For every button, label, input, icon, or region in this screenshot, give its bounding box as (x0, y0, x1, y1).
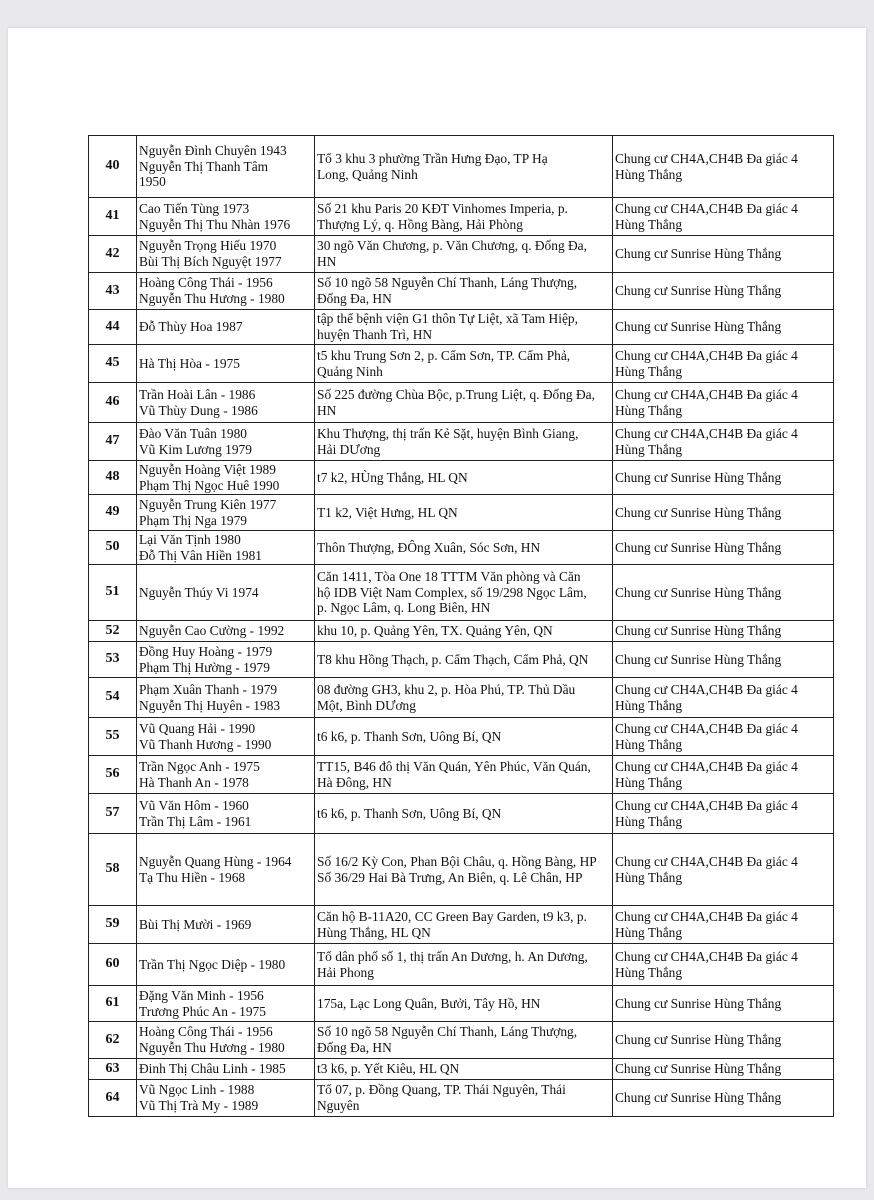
owner-names-cell (137, 461, 315, 495)
owner-names-cell (137, 310, 315, 345)
address-cell (315, 642, 613, 678)
owner-names-cell (137, 423, 315, 461)
owner-names-cell (137, 944, 315, 986)
row-number: 56 (89, 756, 137, 794)
project-line: Chung cư CH4A,CH4B Đa giác 4 (615, 853, 798, 869)
address-line: Đống Đa, HN (317, 291, 392, 306)
address-line: HN (317, 402, 337, 418)
owner-names-cell (137, 1022, 315, 1059)
owner-names-cell (137, 794, 315, 834)
owner-names-cell (137, 345, 315, 383)
project-line: Chung cư CH4A,CH4B Đa giác 4 (615, 948, 798, 964)
address-line: Hải DƯơng (317, 441, 381, 457)
project-line: Chung cư Sunrise Hùng Thắng (615, 469, 782, 485)
project-line: Chung cư CH4A,CH4B Đa giác 4 (615, 150, 798, 166)
address-cell (315, 986, 613, 1022)
project-cell (613, 678, 834, 718)
owner-names-cell (137, 495, 315, 531)
owner-names-line: Đỗ Thị Vân Hiền 1981 (139, 547, 262, 563)
owner-names-line: Nguyễn Thị Thu Nhàn 1976 (139, 216, 291, 232)
row-number: 62 (89, 1022, 137, 1059)
project-cell (613, 461, 834, 495)
row-number: 49 (89, 495, 137, 531)
address-cell (315, 383, 613, 423)
address-line: 30 ngõ Văn Chương, p. Văn Chương, q. Đống Đa, (317, 238, 587, 254)
project-line: Hùng Thắng (615, 166, 683, 182)
table-row (89, 642, 834, 678)
project-cell (613, 236, 834, 273)
table-row (89, 906, 834, 944)
row-number: 41 (89, 198, 137, 236)
project-line: Hùng Thắng (615, 813, 683, 829)
table-row (89, 310, 834, 345)
owner-names-line: Tạ Thu Hiền - 1968 (139, 869, 246, 885)
project-line: Hùng Thắng (615, 697, 683, 713)
row-number: 63 (89, 1059, 137, 1080)
address-line: Số 36/29 Hai Bà Trưng, An Biên, q. Lê Chân, HP (317, 869, 583, 885)
project-line: Chung cư CH4A,CH4B Đa giác 4 (615, 347, 798, 363)
address-cell (315, 1080, 613, 1117)
project-cell (613, 718, 834, 756)
table-row (89, 531, 834, 565)
address-line: 08 đường GH3, khu 2, p. Hòa Phú, TP. Thủ Dầu (317, 681, 576, 697)
project-line: Hùng Thắng (615, 402, 683, 418)
project-cell (613, 621, 834, 642)
project-cell (613, 565, 834, 621)
address-line: t3 k6, p. Yết Kiêu, HL QN (317, 1061, 460, 1077)
address-line: Long, Quảng Ninh (317, 166, 418, 182)
owner-names-cell (137, 834, 315, 906)
owner-names-line: Vũ Thùy Dung - 1986 (139, 402, 258, 418)
row-number: 47 (89, 423, 137, 461)
row-number: 58 (89, 834, 137, 906)
address-line: Thượng Lý, q. Hồng Bàng, Hải Phòng (317, 216, 523, 232)
address-line: Tổ dân phố số 1, thị trấn An Dương, h. An Dương, (317, 948, 588, 964)
row-number: 45 (89, 345, 137, 383)
address-line: Số 225 đường Chùa Bộc, p.Trung Liệt, q. Đống Đa, (317, 386, 595, 402)
address-line: Căn hộ B-11A20, CC Green Bay Garden, t9 k3, p. (317, 908, 587, 924)
row-number: 60 (89, 944, 137, 986)
owner-names-line: Trương Phúc An - 1975 (139, 1003, 266, 1019)
address-cell (315, 495, 613, 531)
project-cell (613, 383, 834, 423)
address-cell (315, 834, 613, 906)
owner-names-line: Nguyễn Hoàng Việt 1989 (139, 461, 276, 477)
owner-names-line: Nguyễn Trung Kiên 1977 (139, 496, 277, 512)
owner-names-cell (137, 198, 315, 236)
project-cell (613, 906, 834, 944)
owner-names-line: Hoàng Công Thái - 1956 (139, 1024, 273, 1040)
address-line: Quảng Ninh (317, 363, 383, 379)
address-line: Thôn Thượng, ĐÔng Xuân, Sóc Sơn, HN (317, 539, 541, 555)
address-line: t6 k6, p. Thanh Sơn, Uông Bí, QN (317, 805, 502, 821)
project-cell (613, 1080, 834, 1117)
project-cell (613, 944, 834, 986)
address-line: Hùng Thắng, HL QN (317, 924, 431, 940)
owner-names-line: Phạm Thị Ngọc Huê 1990 (139, 477, 280, 493)
row-number: 53 (89, 642, 137, 678)
address-cell (315, 1022, 613, 1059)
owner-names-cell (137, 756, 315, 794)
owner-names-cell (137, 565, 315, 621)
address-cell (315, 531, 613, 565)
owner-names-cell (137, 718, 315, 756)
row-number: 61 (89, 986, 137, 1022)
owner-names-cell (137, 1059, 315, 1080)
project-cell (613, 986, 834, 1022)
project-cell (613, 310, 834, 345)
table-row (89, 1080, 834, 1117)
owner-names-line: Đào Văn Tuân 1980 (139, 425, 248, 441)
row-number: 43 (89, 273, 137, 310)
project-line: Chung cư CH4A,CH4B Đa giác 4 (615, 908, 798, 924)
project-line: Chung cư Sunrise Hùng Thắng (615, 283, 782, 299)
project-line: Chung cư CH4A,CH4B Đa giác 4 (615, 200, 798, 216)
address-line: Tổ 3 khu 3 phường Trần Hưng Đạo, TP Hạ (317, 150, 548, 166)
owner-names-line: Lại Văn Tịnh 1980 (139, 531, 241, 547)
table-row (89, 495, 834, 531)
address-line: Số 16/2 Kỳ Con, Phan Bội Châu, q. Hồng Bàng, HP (317, 853, 597, 869)
table-row (89, 273, 834, 310)
table-row (89, 621, 834, 642)
row-number: 48 (89, 461, 137, 495)
address-line: t7 k2, HÙng Thắng, HL QN (317, 469, 468, 485)
project-line: Hùng Thắng (615, 924, 683, 940)
table-row (89, 794, 834, 834)
address-cell (315, 236, 613, 273)
address-line: TT15, B46 đô thị Văn Quán, Yên Phúc, Văn Quán, (317, 758, 591, 774)
owner-names-line: Nguyễn Thị Thanh Tâm (139, 158, 269, 174)
table-row (89, 718, 834, 756)
address-line: Số 10 ngõ 58 Nguyễn Chí Thanh, Láng Thượng, (317, 1024, 578, 1040)
table-row (89, 345, 834, 383)
row-number: 54 (89, 678, 137, 718)
row-number: 52 (89, 621, 137, 642)
address-cell (315, 136, 613, 198)
table-row (89, 423, 834, 461)
owner-names-cell (137, 136, 315, 198)
table-body (89, 136, 834, 1117)
project-line: Hùng Thắng (615, 964, 683, 980)
owner-names-line: Vũ Quang Hải - 1990 (139, 720, 256, 736)
owner-names-line: Nguyễn Thu Hương - 1980 (139, 291, 285, 306)
owner-names-line: Vũ Thị Trà My - 1989 (139, 1098, 259, 1113)
table-row (89, 236, 834, 273)
owner-names-line: Đỗ Thùy Hoa 1987 (139, 319, 243, 335)
project-cell (613, 345, 834, 383)
owner-names-line: Hoàng Công Thái - 1956 (139, 275, 273, 291)
address-cell (315, 565, 613, 621)
address-line: Số 10 ngõ 58 Nguyễn Chí Thanh, Láng Thượng, (317, 275, 578, 291)
address-line: T1 k2, Việt Hưng, HL QN (317, 504, 458, 520)
table-row (89, 986, 834, 1022)
project-line: Chung cư Sunrise Hùng Thắng (615, 319, 782, 335)
row-number: 44 (89, 310, 137, 345)
owner-names-cell (137, 642, 315, 678)
owner-names-line: Phạm Thị Hường - 1979 (139, 659, 270, 675)
address-cell (315, 461, 613, 495)
project-line: Chung cư Sunrise Hùng Thắng (615, 623, 782, 639)
address-cell (315, 944, 613, 986)
project-line: Chung cư CH4A,CH4B Đa giác 4 (615, 681, 798, 697)
project-cell (613, 423, 834, 461)
table-row (89, 1022, 834, 1059)
project-line: Chung cư Sunrise Hùng Thắng (615, 584, 782, 600)
project-line: Chung cư Sunrise Hùng Thắng (615, 1090, 782, 1106)
owner-names-line: Nguyễn Thu Hương - 1980 (139, 1040, 285, 1055)
address-cell (315, 423, 613, 461)
project-line: Chung cư CH4A,CH4B Đa giác 4 (615, 720, 798, 736)
owner-names-line: Nguyễn Thúy Vi 1974 (139, 584, 259, 600)
address-line: tập thể bệnh viện G1 thôn Tự Liệt, xã Tam Hiệp, (317, 311, 578, 327)
address-cell (315, 756, 613, 794)
table-row (89, 1059, 834, 1080)
address-cell (315, 906, 613, 944)
address-cell (315, 678, 613, 718)
owner-names-line: Trần Ngọc Anh - 1975 (139, 758, 260, 774)
project-line: Hùng Thắng (615, 774, 683, 790)
project-line: Chung cư Sunrise Hùng Thắng (615, 1061, 782, 1077)
owner-names-line: Trần Hoài Lân - 1986 (139, 386, 256, 402)
project-line: Chung cư Sunrise Hùng Thắng (615, 539, 782, 555)
table-row (89, 383, 834, 423)
address-line: t5 khu Trung Sơn 2, p. Cẩm Sơn, TP. Cẩm Phả, (317, 347, 571, 363)
owner-names-line: Cao Tiến Tùng 1973 (139, 200, 250, 216)
address-cell (315, 1059, 613, 1080)
owner-names-line: Vũ Ngọc Linh - 1988 (139, 1082, 255, 1098)
project-line: Chung cư Sunrise Hùng Thắng (615, 995, 782, 1011)
row-number: 57 (89, 794, 137, 834)
owner-names-line: Đinh Thị Châu Linh - 1985 (139, 1061, 286, 1077)
table-row (89, 565, 834, 621)
address-line: hộ IDB Việt Nam Complex, số 19/298 Ngọc Lâm, (317, 584, 587, 600)
address-line: Số 21 khu Paris 20 KĐT Vinhomes Imperia, p. (317, 200, 568, 216)
owner-names-cell (137, 531, 315, 565)
table-row (89, 136, 834, 198)
table-row (89, 944, 834, 986)
project-line: Chung cư Sunrise Hùng Thắng (615, 246, 782, 262)
address-line: T8 khu Hồng Thạch, p. Cẩm Thạch, Cẩm Phả, QN (317, 651, 589, 667)
owner-names-line: Phạm Xuân Thanh - 1979 (139, 681, 278, 697)
address-cell (315, 794, 613, 834)
row-number: 59 (89, 906, 137, 944)
owner-names-cell (137, 678, 315, 718)
address-line: Nguyên (317, 1098, 360, 1113)
row-number: 64 (89, 1080, 137, 1117)
project-cell (613, 495, 834, 531)
owner-names-line: Hà Thị Hòa - 1975 (139, 355, 240, 371)
table-row (89, 198, 834, 236)
table-row (89, 678, 834, 718)
owner-names-cell (137, 621, 315, 642)
address-line: Khu Thượng, thị trấn Kẻ Sặt, huyện Bình Giang, (317, 425, 579, 441)
project-line: Chung cư CH4A,CH4B Đa giác 4 (615, 386, 798, 402)
address-line: Đống Đa, HN (317, 1040, 392, 1055)
owner-names-line: Vũ Văn Hôm - 1960 (139, 797, 249, 813)
owner-names-line: 1950 (139, 174, 166, 190)
project-line: Chung cư CH4A,CH4B Đa giác 4 (615, 425, 798, 441)
table-row (89, 834, 834, 906)
project-line: Hùng Thắng (615, 736, 683, 752)
project-line: Hùng Thắng (615, 216, 683, 232)
project-line: Chung cư Sunrise Hùng Thắng (615, 651, 782, 667)
address-cell (315, 621, 613, 642)
row-number: 46 (89, 383, 137, 423)
owner-names-line: Vũ Thanh Hương - 1990 (139, 736, 272, 752)
owner-names-line: Nguyễn Cao Cường - 1992 (139, 623, 285, 639)
owner-names-line: Phạm Thị Nga 1979 (139, 512, 247, 528)
address-line: huyện Thanh Trì, HN (317, 327, 433, 342)
owner-names-line: Nguyễn Thị Huyên - 1983 (139, 697, 281, 713)
address-line: Tổ 07, p. Đồng Quang, TP. Thái Nguyên, Thái (317, 1082, 566, 1098)
project-cell (613, 642, 834, 678)
owner-names-cell (137, 383, 315, 423)
address-cell (315, 718, 613, 756)
row-number: 40 (89, 136, 137, 198)
row-number: 51 (89, 565, 137, 621)
owner-names-cell (137, 1080, 315, 1117)
address-cell (315, 345, 613, 383)
address-line: khu 10, p. Quảng Yên, TX. Quảng Yên, QN (317, 623, 553, 639)
owner-names-line: Đồng Huy Hoàng - 1979 (139, 643, 273, 659)
owner-names-line: Đặng Văn Minh - 1956 (139, 987, 264, 1003)
owner-names-cell (137, 906, 315, 944)
owner-names-line: Trần Thị Lâm - 1961 (139, 813, 252, 829)
project-cell (613, 198, 834, 236)
table-row (89, 756, 834, 794)
buyers-table (88, 135, 834, 1117)
owner-names-line: Trần Thị Ngọc Diệp - 1980 (139, 956, 286, 972)
owner-names-line: Nguyễn Đình Chuyên 1943 (139, 142, 287, 158)
address-line: Hà Đông, HN (317, 774, 392, 790)
row-number: 42 (89, 236, 137, 273)
owner-names-line: Hà Thanh An - 1978 (139, 774, 249, 790)
address-cell (315, 310, 613, 345)
project-cell (613, 794, 834, 834)
owner-names-line: Bùi Thị Mười - 1969 (139, 916, 252, 932)
project-cell (613, 1059, 834, 1080)
project-line: Chung cư Sunrise Hùng Thắng (615, 504, 782, 520)
owner-names-cell (137, 273, 315, 310)
owner-names-line: Nguyễn Trọng Hiếu 1970 (139, 238, 277, 254)
project-line: Hùng Thắng (615, 363, 683, 379)
address-line: Căn 1411, Tòa One 18 TTTM Văn phòng và Căn (317, 568, 581, 584)
row-number: 50 (89, 531, 137, 565)
document-page (8, 28, 866, 1188)
project-cell (613, 756, 834, 794)
address-line: 175a, Lạc Long Quân, Bưởi, Tây Hồ, HN (317, 995, 541, 1011)
address-line: t6 k6, p. Thanh Sơn, Uông Bí, QN (317, 728, 502, 744)
owner-names-line: Nguyễn Quang Hùng - 1964 (139, 853, 292, 869)
project-cell (613, 1022, 834, 1059)
owner-names-cell (137, 236, 315, 273)
project-cell (613, 834, 834, 906)
project-line: Chung cư CH4A,CH4B Đa giác 4 (615, 797, 798, 813)
address-line: Một, Bình DƯơng (317, 697, 416, 713)
project-cell (613, 273, 834, 310)
address-cell (315, 198, 613, 236)
project-line: Hùng Thắng (615, 441, 683, 457)
project-line: Chung cư Sunrise Hùng Thắng (615, 1032, 782, 1048)
address-line: p. Ngọc Lâm, q. Long Biên, HN (317, 600, 491, 616)
owner-names-cell (137, 986, 315, 1022)
address-line: HN (317, 254, 337, 269)
row-number: 55 (89, 718, 137, 756)
project-line: Hùng Thắng (615, 869, 683, 885)
address-cell (315, 273, 613, 310)
owner-names-line: Bùi Thị Bích Nguyệt 1977 (139, 254, 282, 269)
project-cell (613, 531, 834, 565)
project-cell (613, 136, 834, 198)
table-row (89, 461, 834, 495)
owner-names-line: Vũ Kim Lương 1979 (139, 441, 252, 457)
project-line: Chung cư CH4A,CH4B Đa giác 4 (615, 758, 798, 774)
address-line: Hải Phong (317, 964, 374, 980)
